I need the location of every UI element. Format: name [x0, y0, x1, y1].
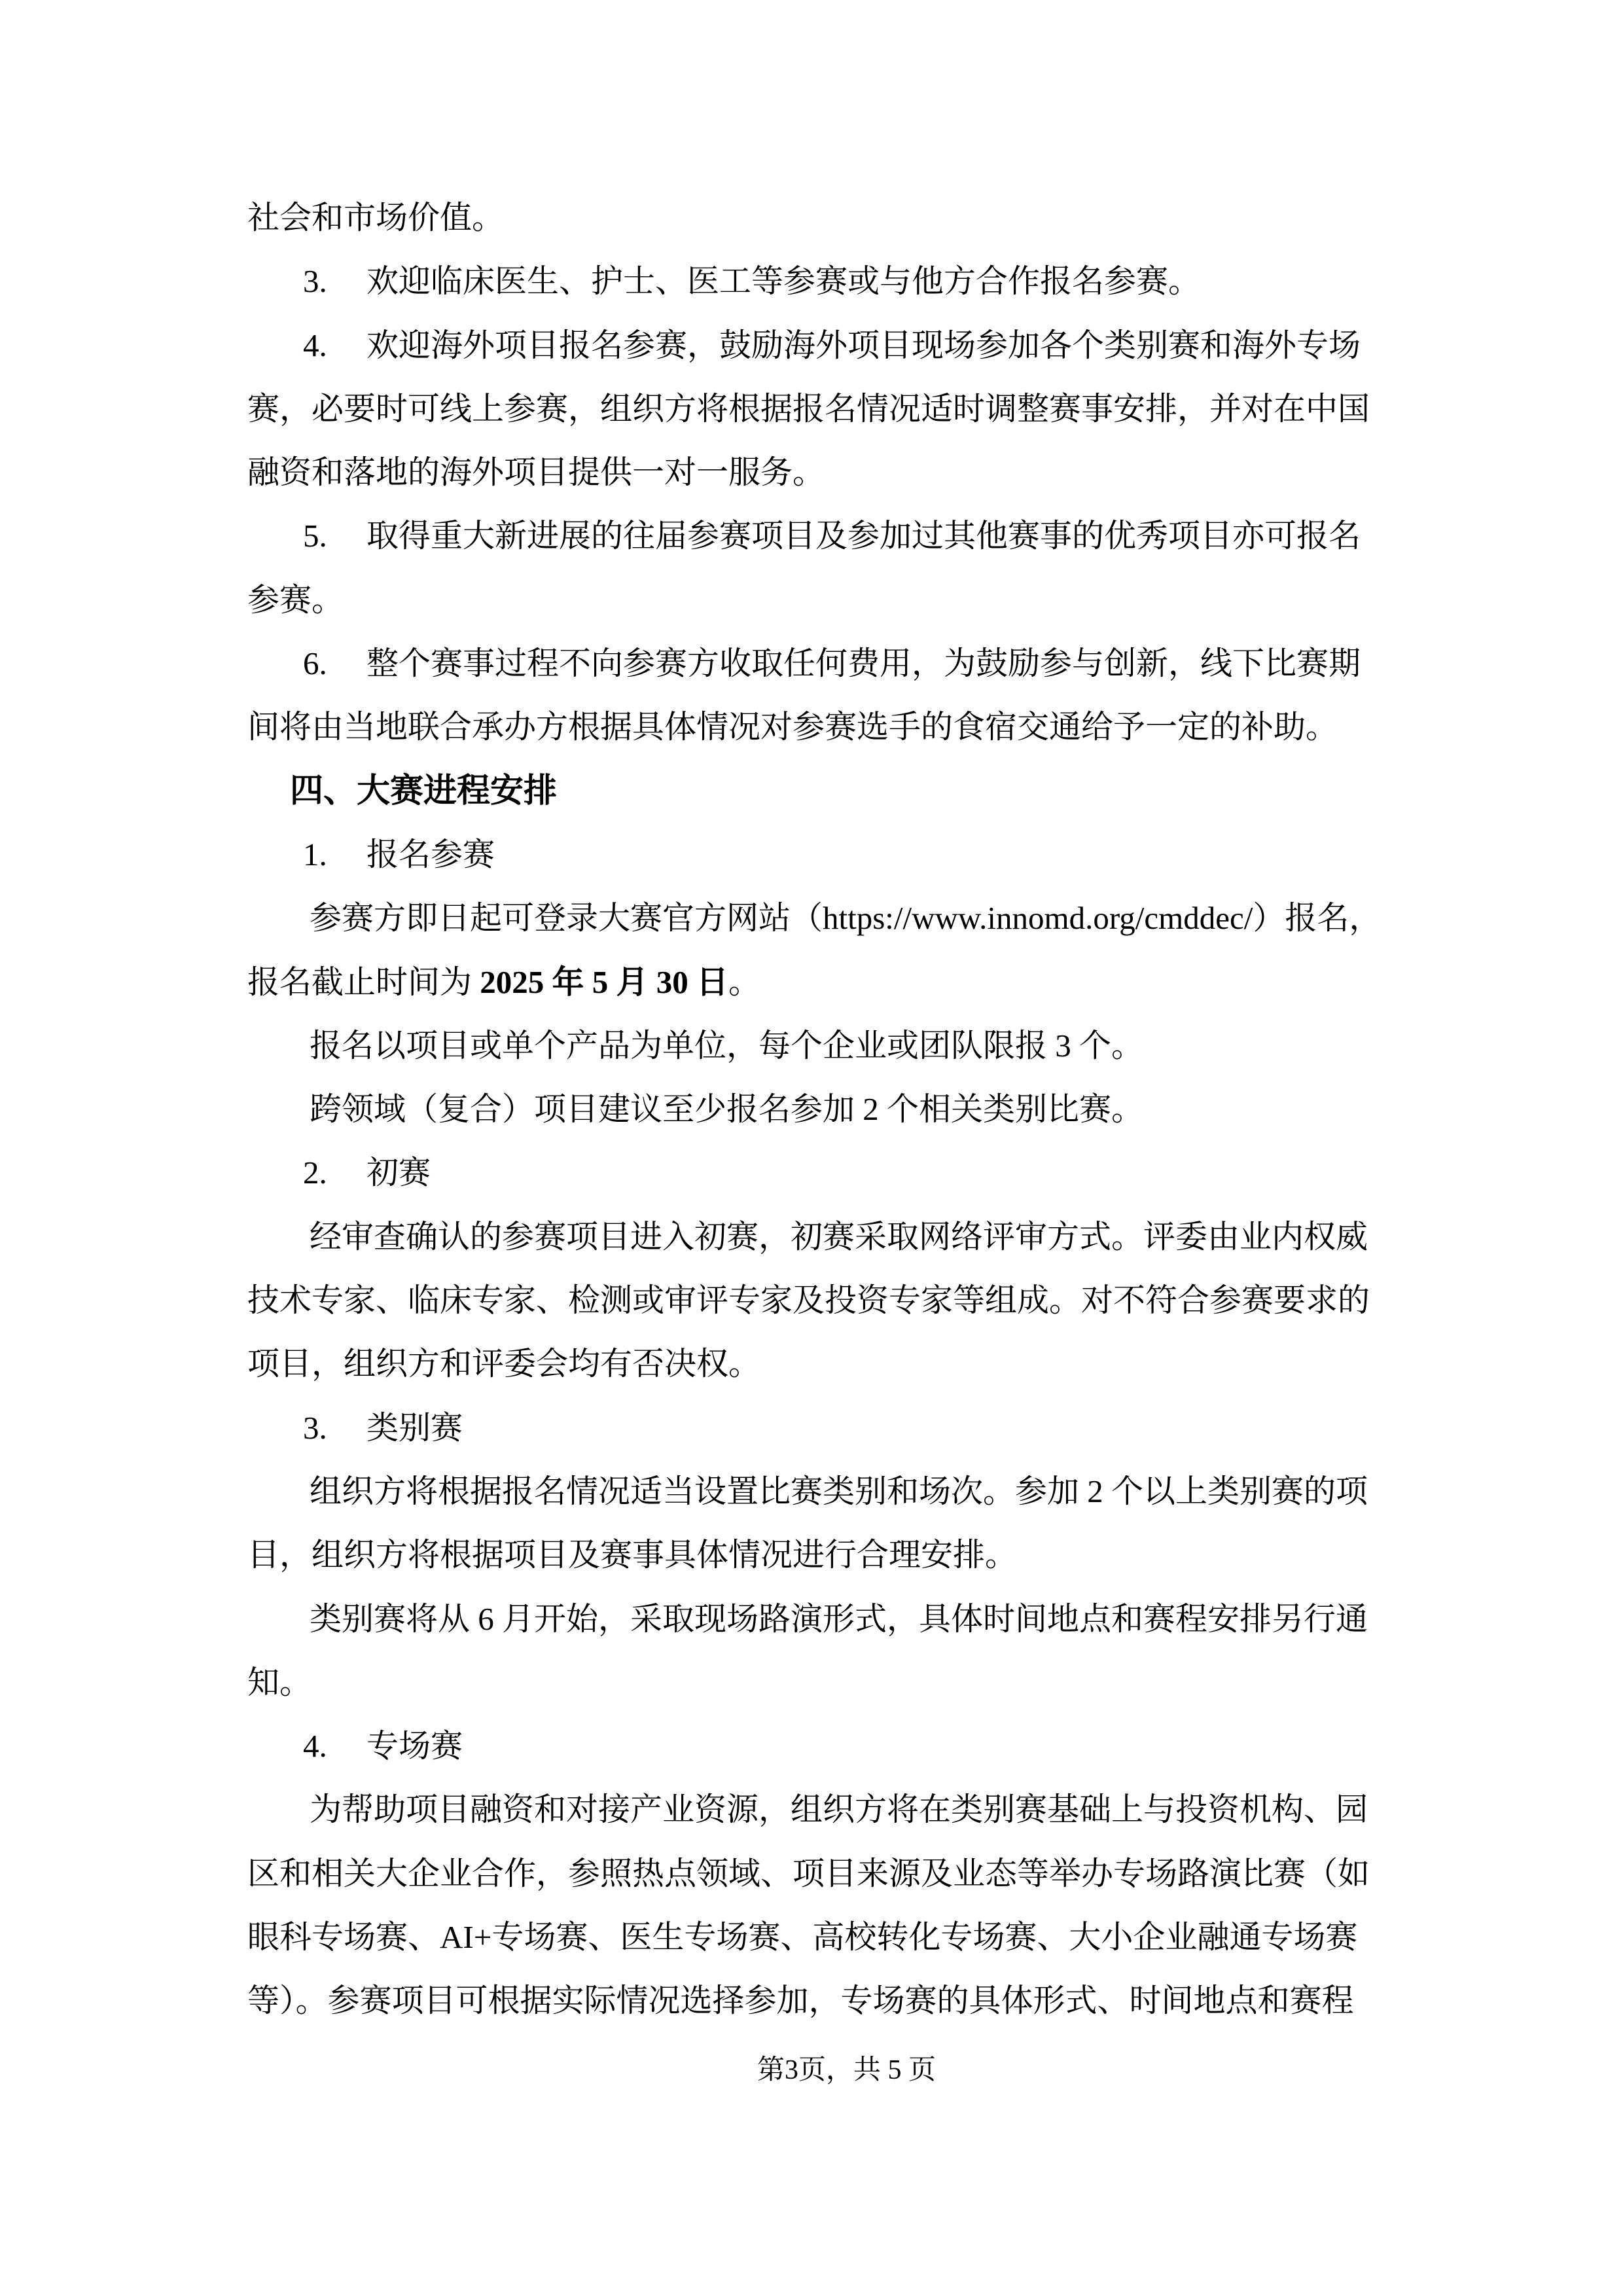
text-line	[247, 1014, 1353, 1077]
page-footer: 第3页，共 5 页	[757, 2055, 936, 2085]
text-line	[247, 1523, 1353, 1587]
text-line	[247, 1205, 1368, 1268]
text-line	[247, 1141, 1353, 1204]
list-number: 3.	[303, 263, 327, 300]
text-line	[247, 1587, 1368, 1651]
text-segment: 2025 年 5 月 30 日	[480, 963, 729, 1000]
text-line	[247, 1905, 1358, 1969]
text-segment: 四、大赛进程安排	[290, 771, 558, 810]
text-line	[247, 759, 1353, 823]
text-line	[247, 1332, 1353, 1395]
list-number: 2.	[303, 1155, 327, 1191]
text-line	[247, 377, 1370, 440]
text-segment: 项目，组织方和评委会均有否决权。	[247, 1346, 761, 1382]
text-segment: 初赛	[366, 1155, 431, 1191]
text-segment: 类别赛	[366, 1409, 463, 1446]
list-number: 6.	[303, 645, 327, 682]
text-segment: 知。	[247, 1664, 312, 1700]
text-line	[247, 504, 1361, 567]
list-number: 1.	[303, 836, 327, 872]
text-line	[247, 440, 1353, 504]
text-line	[247, 1969, 1353, 2032]
text-line	[247, 1651, 1353, 1714]
text-line	[247, 1714, 1353, 1778]
text-segment: 报名截止时间为	[247, 963, 480, 1000]
text-segment: 眼科专场赛、AI+专场赛、医生专场赛、高校转化专场赛、大小企业融通专场赛	[247, 1919, 1358, 1956]
text-segment: 组织方将根据报名情况适当设置比赛类别和场次。参加 2 个以上类别赛的项	[310, 1473, 1368, 1509]
text-line	[247, 314, 1361, 377]
text-line	[247, 632, 1361, 695]
text-segment: 参赛方即日起可登录大赛官方网站（https://www.innomd.org/cmddec/）报名，	[310, 900, 1382, 937]
text-segment: 技术专家、临床专家、检测或审评专家及投资专家等组成。对不符合参赛要求的	[247, 1282, 1370, 1319]
text-segment: 欢迎海外项目报名参赛，鼓励海外项目现场参加各个类别赛和海外专场	[366, 327, 1361, 363]
text-segment: 整个赛事过程不向参赛方收取任何费用，为鼓励参与创新，线下比赛期	[366, 645, 1361, 682]
list-number: 3.	[303, 1409, 327, 1446]
text-line	[247, 695, 1353, 759]
text-segment: 报名参赛	[366, 836, 495, 872]
text-segment: 区和相关大企业合作，参照热点领域、项目来源及业态等举办专场路演比赛（如	[247, 1855, 1370, 1892]
text-segment: 。	[728, 963, 761, 1000]
text-line	[247, 1268, 1370, 1332]
text-segment: 社会和市场价值。	[247, 200, 505, 236]
list-number: 5.	[303, 518, 327, 554]
text-segment: 类别赛将从 6 月开始，采取现场路演形式，具体时间地点和赛程安排另行通	[310, 1600, 1368, 1637]
list-number: 4.	[303, 1728, 327, 1765]
text-segment: 经审查确认的参赛项目进入初赛，初赛采取网络评审方式。评委由业内权威	[310, 1218, 1368, 1255]
text-line	[247, 1077, 1353, 1141]
text-segment: 等）。参赛项目可根据实际情况选择参加，专场赛的具体形式、时间地点和赛程	[247, 1982, 1354, 2019]
text-line	[247, 1778, 1368, 1841]
text-segment: 参赛。	[247, 581, 344, 618]
text-segment: 赛，必要时可线上参赛，组织方将根据报名情况适时调整赛事安排，并对在中国	[247, 390, 1370, 427]
text-lines	[247, 186, 1382, 2033]
text-segment: 欢迎临床医生、护士、医工等参赛或与他方合作报名参赛。	[366, 263, 1201, 300]
text-line	[247, 568, 1353, 632]
text-line	[247, 1460, 1368, 1523]
text-segment: 专场赛	[366, 1728, 463, 1765]
text-line	[247, 249, 1353, 313]
text-line	[247, 186, 1353, 249]
text-line	[247, 1396, 1353, 1460]
text-segment: 取得重大新进展的往届参赛项目及参加过其他赛事的优秀项目亦可报名	[366, 518, 1361, 554]
text-segment: 报名以项目或单个产品为单位，每个企业或团队限报 3 个。	[310, 1027, 1144, 1064]
text-line	[247, 886, 1382, 950]
text-line	[247, 823, 1353, 886]
text-segment: 目，组织方将根据项目及赛事具体情况进行合理安排。	[247, 1537, 1018, 1573]
text-segment: 为帮助项目融资和对接产业资源，组织方将在类别赛基础上与投资机构、园	[310, 1791, 1368, 1828]
text-segment: 融资和落地的海外项目提供一对一服务。	[247, 454, 825, 491]
text-line	[247, 950, 1353, 1014]
text-segment: 间将由当地联合承办方根据具体情况对参赛选手的食宿交通给予一定的补助。	[247, 709, 1338, 745]
text-line	[247, 1842, 1370, 1905]
text-segment: 跨领域（复合）项目建议至少报名参加 2 个相关类别比赛。	[310, 1091, 1144, 1128]
list-number: 4.	[303, 327, 327, 363]
